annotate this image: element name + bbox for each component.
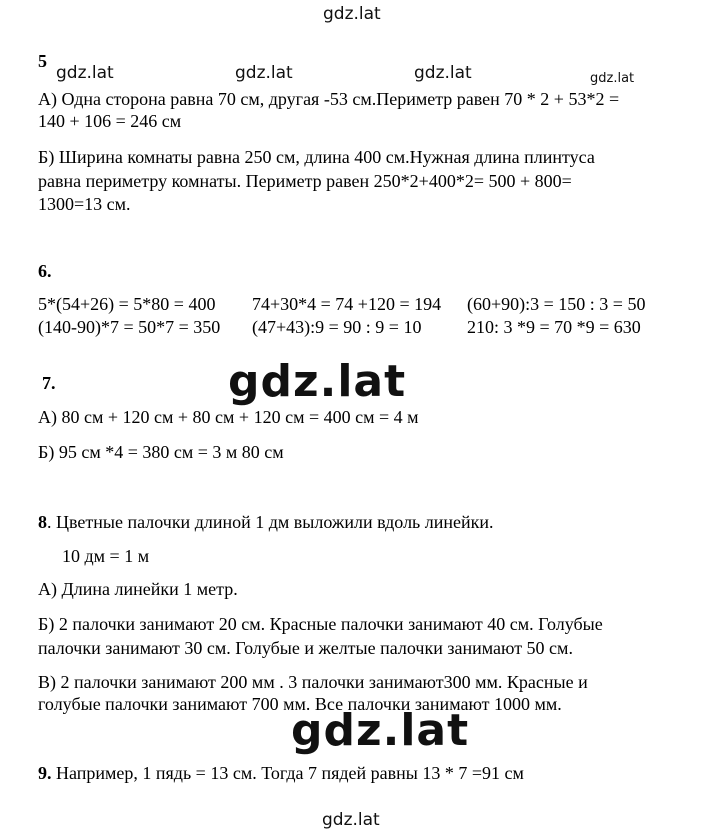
task-8-b-line2: палочки занимают 30 см. Голубые и желтые палочки занимают 50 см.: [38, 638, 573, 658]
task-6-expr-3: (60+90):3 = 150 : 3 = 50: [467, 294, 646, 314]
task-9-line: [38, 762, 524, 784]
watermark-row1-1: gdz.lat: [56, 63, 114, 83]
task-5-number: 5: [38, 51, 47, 71]
task-5-b-line3: 1300=13 см.: [38, 194, 131, 214]
task-8-c-line2: голубые палочки занимают 700 мм. Все палочки занимают 1000 мм.: [38, 694, 562, 714]
task-8-intro-line: [38, 511, 494, 533]
watermark-lower: gdz.lat: [291, 705, 470, 756]
task-8-number: 8: [38, 512, 47, 532]
watermark-top: gdz.lat: [323, 4, 381, 24]
task-8-c-line1: В) 2 палочки занимают 200 мм . 3 палочки занимают300 мм. Красные и: [38, 672, 588, 692]
task-5-a-line2: 140 + 106 = 246 см: [38, 111, 182, 131]
watermark-row1-3: gdz.lat: [414, 63, 472, 83]
task-6-expr-4: (140-90)*7 = 50*7 = 350: [38, 317, 221, 337]
task-7-a: А) 80 см + 120 см + 80 см + 120 см = 400 см = 4 м: [38, 407, 419, 427]
task-6-expr-1: 5*(54+26) = 5*80 = 400: [38, 294, 216, 314]
watermark-bottom: gdz.lat: [322, 810, 380, 830]
task-7-b: Б) 95 см *4 = 380 см = 3 м 80 см: [38, 442, 284, 462]
task-5-b-line1: Б) Ширина комнаты равна 250 см, длина 400 см.Нужная длина плинтуса: [38, 147, 595, 167]
task-8-a: А) Длина линейки 1 метр.: [38, 579, 238, 599]
task-8-b-line1: Б) 2 палочки занимают 20 см. Красные палочки занимают 40 см. Голубые: [38, 614, 603, 634]
task-6-expr-6: 210: 3 *9 = 70 *9 = 630: [467, 317, 641, 337]
task-5-a-line1: А) Одна сторона равна 70 см, другая -53 см.Периметр равен 70 * 2 + 53*2 =: [38, 89, 620, 109]
task-6-expr-2: 74+30*4 = 74 +120 = 194: [252, 294, 442, 314]
task-8-conversion: 10 дм = 1 м: [62, 546, 150, 566]
task-8-intro: . Цветные палочки длиной 1 дм выложили вдоль линейки.: [47, 512, 494, 532]
watermark-mid: gdz.lat: [228, 356, 407, 407]
task-6-number: 6.: [38, 261, 52, 281]
task-9-number: 9.: [38, 763, 52, 783]
task-9-text: Например, 1 пядь = 13 см. Тогда 7 пядей равны 13 * 7 =91 см: [51, 763, 524, 783]
watermark-row1-2: gdz.lat: [235, 63, 293, 83]
task-5-b-line2: равна периметру комнаты. Периметр равен 250*2+400*2= 500 + 800=: [38, 171, 572, 191]
task-7-number: 7.: [42, 373, 56, 393]
watermark-row1-4: gdz.lat: [590, 71, 635, 86]
task-6-expr-5: (47+43):9 = 90 : 9 = 10: [252, 317, 422, 337]
